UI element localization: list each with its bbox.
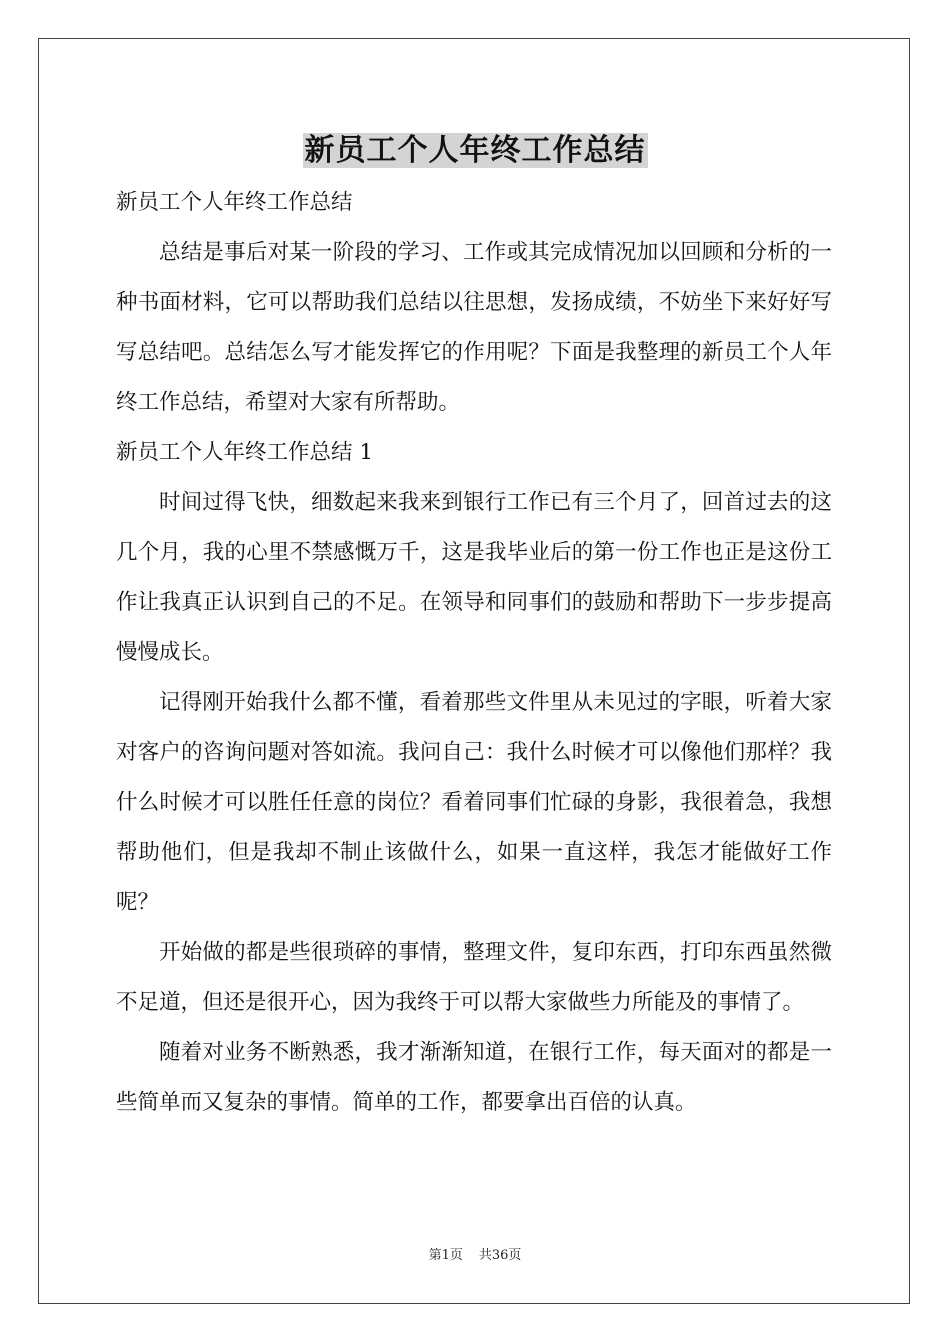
page-number: 第1页 xyxy=(428,1248,463,1263)
paragraph: 开始做的都是些很琐碎的事情，整理文件，复印东西，打印东西虽然微不足道，但还是很开心，因为我终于可以帮大家做些力所能及的事情了。 xyxy=(116,940,832,1015)
paragraph: 总结是事后对某一阶段的学习、工作或其完成情况加以回顾和分析的一种书面材料，它可以帮助我们总结以往思想，发扬成绩，不妨坐下来好好写写总结吧。总结怎么写才能发挥它的作用呢？下面是我整理的新员工个人年终工作总结，希望对大家有所帮助。 xyxy=(116,240,832,415)
page-footer xyxy=(0,1246,950,1266)
document-title-text: 新员工个人年终工作总结 xyxy=(304,133,646,168)
document-body xyxy=(116,178,832,1128)
paragraph: 记得刚开始我什么都不懂，看着那些文件里从未见过的字眼，听着大家对客户的咨询问题对答如流。我问自己：我什么时候才可以像他们那样？我什么时候才可以胜任任意的岗位？看着同事们忙碌的身影，我很着急，我想帮助他们，但是我却不制止该做什么，如果一直这样，我怎才能做好工作呢？ xyxy=(116,690,832,915)
document-title xyxy=(0,128,950,174)
section-heading-intro: 新员工个人年终工作总结 xyxy=(116,190,353,215)
section-heading-1: 新员工个人年终工作总结 1 xyxy=(116,440,374,465)
paragraph: 随着对业务不断熟悉，我才渐渐知道，在银行工作，每天面对的都是一些简单而又复杂的事情。简单的工作，都要拿出百倍的认真。 xyxy=(116,1040,832,1115)
page-total: 共36页 xyxy=(478,1248,522,1263)
paragraph: 时间过得飞快，细数起来我来到银行工作已有三个月了，回首过去的这几个月，我的心里不禁感慨万千，这是我毕业后的第一份工作也正是这份工作让我真正认识到自己的不足。在领导和同事们的鼓励和帮助下一步步提高慢慢成长。 xyxy=(116,490,832,665)
